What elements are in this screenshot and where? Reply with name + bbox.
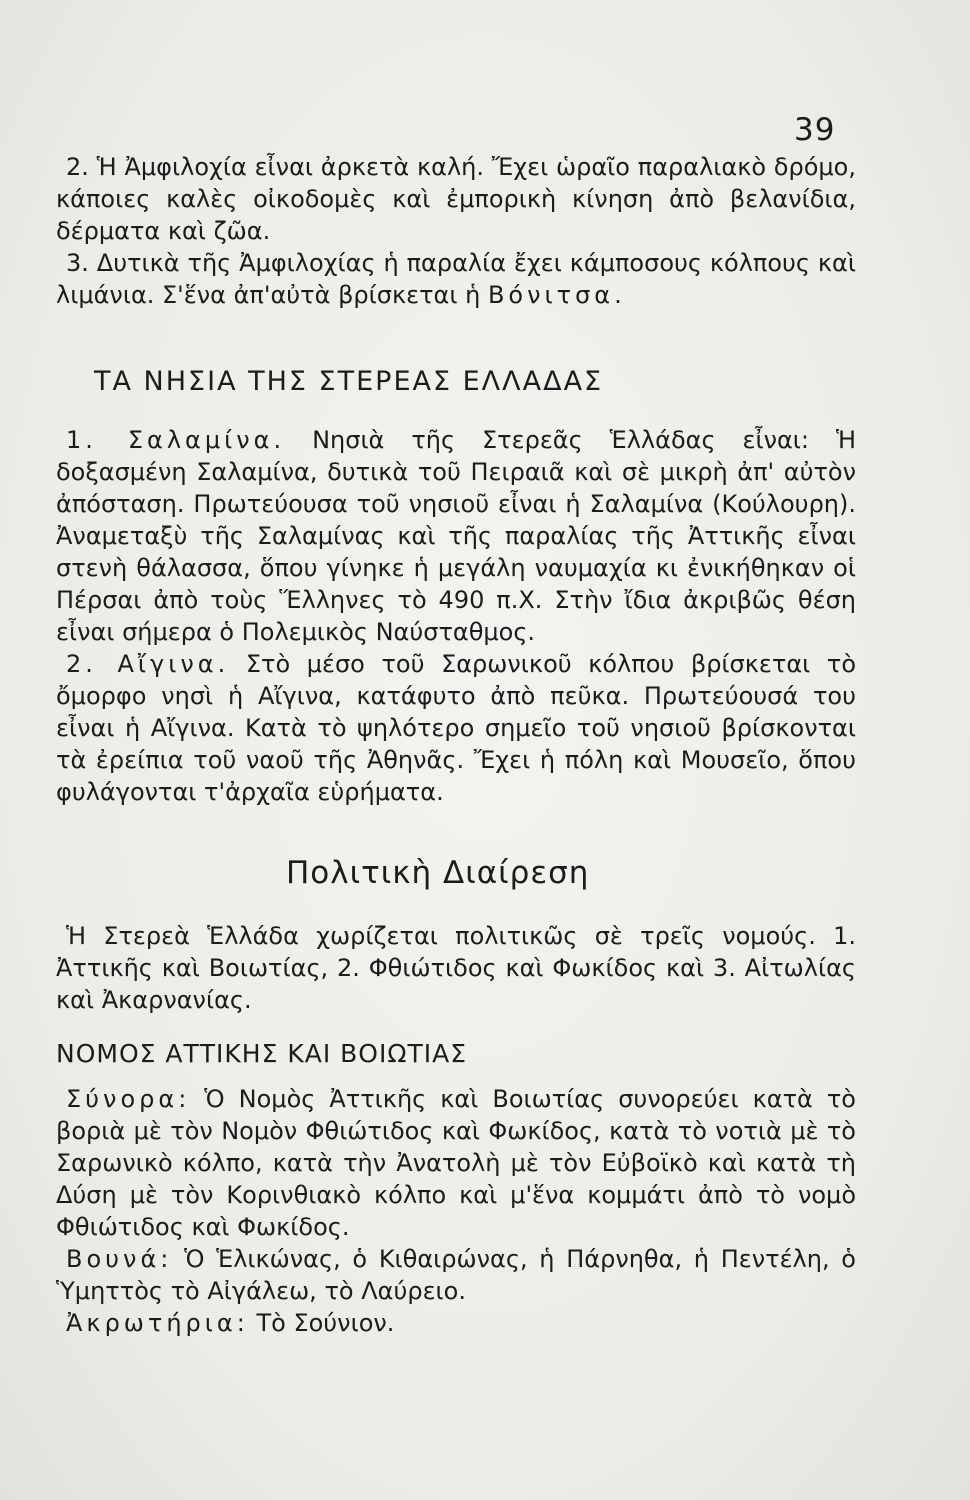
paragraph-aigina <box>56 648 856 808</box>
aigina-label: 2. Αἴγινα. <box>66 650 230 678</box>
synora-text: Ὁ Νομὸς Ἀττικῆς καὶ Βοιωτίας συνορεύει κατὰ τὸ βοριὰ μὲ τὸν Νομὸν Φθιώτιδος καὶ Φωκίδος, κατὰ τὸ νοτιὰ μὲ τὸ Σαρωνικὸ κόλπο, κατὰ τὴν Ἀνατολὴ μὲ τὸν Εὐβοϊκὸ καὶ κατὰ τὴ Δύση μὲ τὸν Κορινθιακὸ κόλπο καὶ μ'ἕνα κομμάτι ἀπὸ τὸ νομὸ Φθιώτιδος καὶ Φωκίδος. <box>56 1085 856 1241</box>
nomos-section <box>56 1083 856 1339</box>
aigina-text: Στὸ μέσο τοῦ Σαρωνικοῦ κόλπου βρίσκεται τὸ ὄμορφο νησὶ ἡ Αἴγινα, κατάφυτο ἀπὸ πεῦκα. Πρωτεύουσά του εἶναι ἡ Αἴγινα. Κατὰ τὸ ψηλότερο σημεῖο τοῦ νησιοῦ βρίσκονται τὰ ἐρείπια τοῦ ναοῦ τῆς Ἀθηνᾶς. Ἔχει ἡ πόλη καὶ Μουσεῖο, ὅπου φυλάγονται τ'ἀρχαῖα εὑρήματα. <box>56 650 856 806</box>
amfilochia-section <box>56 151 856 311</box>
akrotiria-text: Τὸ Σούνιον. <box>256 1309 395 1337</box>
paragraph-political-division: Ἡ Στερεὰ Ἑλλάδα χωρίζεται πολιτικῶς σὲ τρεῖς νομούς. 1. Ἀττικῆς καὶ Βοιωτίας, 2. Φθιώτιδος καὶ Φωκίδος καὶ 3. Αἰτωλίας καὶ Ἀκαρνανίας. <box>56 922 856 1014</box>
vouna-text: Ὁ Ἑλικώνας, ὁ Κιθαιρώνας, ἡ Πάρνηθα, ἡ Πεντέλη, ὁ Ὑμηττὸς τὸ Αἰγάλεω, τὸ Λαύρειο. <box>56 1245 856 1305</box>
political-division-section <box>56 920 856 1016</box>
paragraph-akrotiria <box>56 1307 856 1339</box>
paragraph-synora <box>56 1083 856 1243</box>
vonitsa-name: Βόνιτσα. <box>487 281 626 309</box>
paragraph-salamina <box>56 424 856 648</box>
salamina-text: Νησιὰ τῆς Στερεᾶς Ἑλλάδας εἶναι: Ἡ δοξασμένη Σαλαμίνα, δυτικὰ τοῦ Πειραιᾶ καὶ σὲ μικρὴ ἀπ' αὐτὸν ἀπόσταση. Πρωτεύουσα τοῦ νησιοῦ εἶναι ἡ Σαλαμίνα (Κούλουρη). Ἀναμεταξὺ τῆς Σαλαμίνας καὶ τῆς παραλίας τῆς Ἀττικῆς εἶναι στενὴ θάλασσα, ὅπου γίνηκε ἡ μεγάλη ναυμαχία κι ἐνικήθηκαν οἱ Πέρσαι ἀπὸ τοὺς Ἕλληνες τὸ 490 π.Χ. Στὴν ἴδια ἀκριβῶς θέση εἶναι σήμερα ὁ Πολεμικὸς Ναύσταθμος. <box>56 426 856 646</box>
akrotiria-label: Ἀκρωτήρια: <box>66 1309 249 1337</box>
political-division-heading: Πολιτικὴ Διαίρεση <box>286 855 590 891</box>
islands-heading: ΤΑ ΝΗΣΙΑ ΤΗΣ ΣΤΕΡΕΑΣ ΕΛΛΑΔΑΣ <box>94 366 604 397</box>
nomos-heading: ΝΟΜΟΣ ΑΤΤΙΚΗΣ ΚΑΙ ΒΟΙΩΤΙΑΣ <box>56 1039 467 1068</box>
coast-text: 3. Δυτικὰ τῆς Ἀμφιλοχίας ἡ παραλία ἔχει κάμποσους κόλπους καὶ λιμάνια. Σ'ἕνα ἀπ'αὐτὰ βρίσκεται ἡ <box>56 249 856 309</box>
paragraph-amfilochia-city: 2. Ἡ Ἀμφιλοχία εἶναι ἀρκετὰ καλή. Ἔχει ὡραῖο παραλιακὸ δρόμο, κάποιες καλὲς οἰκοδομὲς καὶ ἐμπορικὴ κίνηση ἀπὸ βελανίδια, δέρματα καὶ ζῶα. <box>56 153 856 245</box>
vouna-label: Βουνά: <box>66 1245 173 1273</box>
page-number: 39 <box>794 112 836 148</box>
synora-label: Σύνορα: <box>66 1085 191 1113</box>
paragraph-amfilochia-coast <box>56 247 856 311</box>
paragraph-vouna <box>56 1243 856 1307</box>
islands-section <box>56 424 856 808</box>
salamina-label: 1. Σαλαμίνα. <box>66 426 286 454</box>
